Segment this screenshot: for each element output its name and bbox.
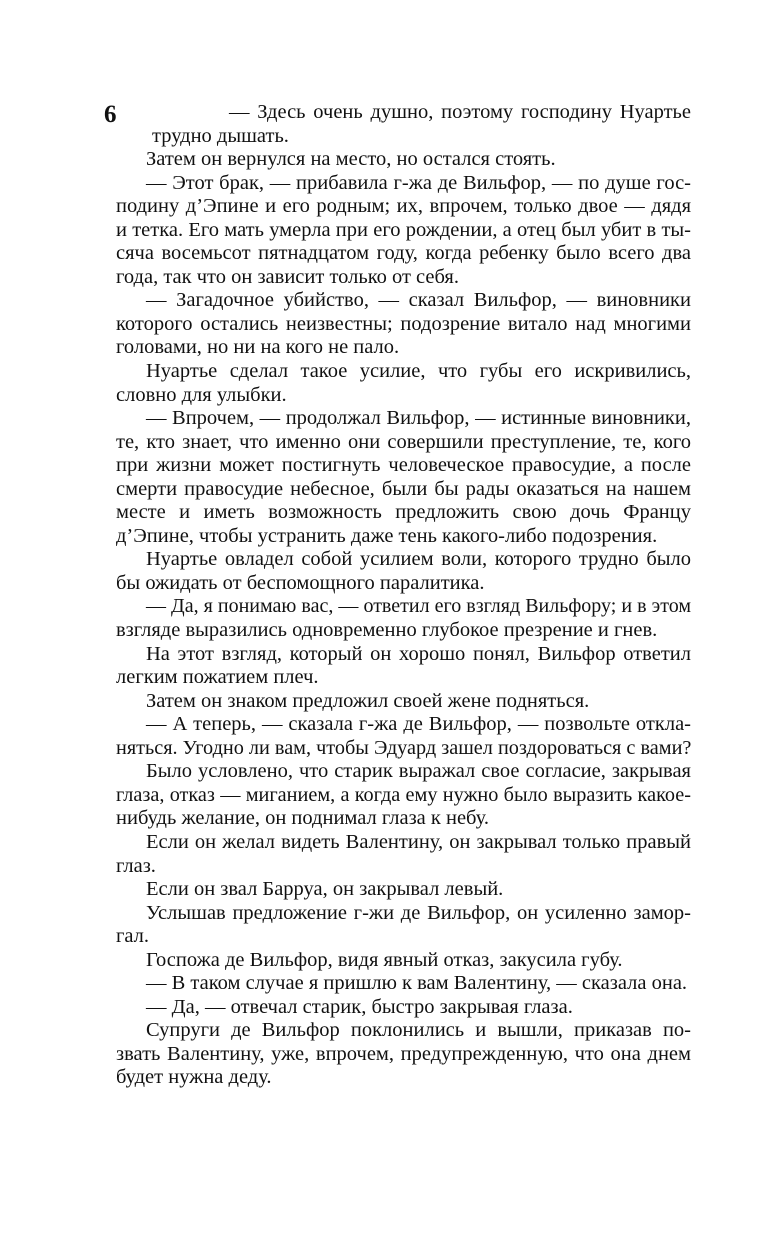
text-line: — Загадочное убийство, — сказал Вильфор, — виновники — [146, 289, 691, 312]
text-line: Госпожа де Вильфор, видя явный отказ, закусила губу. — [146, 948, 623, 971]
body-text — [116, 101, 691, 1090]
text-line: звать Валентину, уже, впрочем, предупрежденную, что она днем — [116, 1042, 691, 1065]
text-line: словно для улыбки. — [116, 383, 287, 406]
text-line: Если он желал видеть Валентину, он закрывал только правый — [146, 830, 691, 853]
text-line: — Да, — отвечал старик, быстро закрывая глаза. — [146, 995, 573, 1018]
text-line: Нуартье сделал такое усилие, что губы его искривились, — [146, 360, 691, 383]
text-line: подину д’Эпине и его родным; их, впрочем, только двое — дядя — [116, 195, 691, 218]
text-line: Если он звал Барруа, он закрывал левый. — [146, 878, 504, 901]
text-line: которого остались неизвестны; подозрение витало над многими — [116, 312, 691, 335]
text-line: няться. Угодно ли вам, чтобы Эдуард зашел поздороваться с вами? — [116, 736, 692, 759]
text-line: Было условлено, что старик выражал свое согласие, закрывая — [146, 760, 691, 783]
text-line: Супруги де Вильфор поклонились и вышли, приказав по- — [146, 1019, 691, 1042]
text-line: сяча восемьсот пятнадцатом году, когда ребенку было всего два — [116, 242, 691, 265]
text-line: На этот взгляд, который он хорошо понял, Вильфор ответил — [146, 642, 691, 665]
text-line: Нуартье овладел собой усилием воли, которого трудно было — [146, 548, 691, 571]
text-line: головами, но ни на кого не пало. — [116, 336, 400, 359]
text-line: Затем он знаком предложил своей жене подняться. — [146, 689, 590, 712]
page-number: 6 — [104, 101, 117, 128]
text-line: гал. — [116, 925, 150, 948]
text-line: при жизни может постигнуть человеческое правосудие, а после — [116, 454, 691, 477]
text-line: — Этот брак, — прибавила г-жа де Вильфор, — по душе гос- — [146, 171, 691, 194]
text-line: легким пожатием плеч. — [116, 666, 319, 689]
text-line: будет нужна деду. — [116, 1066, 272, 1089]
text-line: — А теперь, — сказала г-жа де Вильфор, — позвольте откла- — [146, 713, 691, 736]
text-line: — Впрочем, — продолжал Вильфор, — истинные виновники, — [146, 407, 691, 430]
text-line: нибудь желание, он поднимал глаза к небу. — [116, 807, 490, 830]
text-line: взгляде выразились одновременно глубокое презрение и гнев. — [116, 619, 658, 642]
text-line: Услышав предложение г-жи де Вильфор, он усиленно замор- — [146, 901, 691, 924]
text-line: бы ожидать от беспомощного паралитика. — [116, 571, 485, 594]
text-line: — Здесь очень душно, поэтому господину Нуартье — [229, 101, 691, 123]
text-line: — Да, я понимаю вас, — ответил его взгляд Вильфору; и в этом — [146, 595, 691, 618]
text-line: года, так что он зависит только от себя. — [116, 265, 459, 288]
text-line: глаз. — [116, 854, 156, 877]
text-line: и тетка. Его мать умерла при его рождении, а отец был убит в ты- — [116, 218, 691, 241]
text-line: — В таком случае я пришлю к вам Валентину, — сказала она. — [146, 972, 688, 995]
text-line: д’Эпине, чтобы устранить даже тень какого-либо подозрения. — [116, 524, 658, 547]
text-line: Затем он вернулся на место, но остался стоять. — [146, 148, 556, 171]
text-line: глаза, отказ — миганием, а когда ему нужно было выразить какое- — [116, 783, 691, 806]
text-line: смерти правосудие небесное, были бы рады оказаться на нашем — [116, 477, 691, 500]
text-line: месте и иметь возможность предложить свою дочь Францу — [116, 501, 691, 524]
text-line: те, кто знает, что именно они совершили преступление, те, кого — [116, 430, 691, 453]
text-line: трудно дышать. — [152, 124, 289, 147]
